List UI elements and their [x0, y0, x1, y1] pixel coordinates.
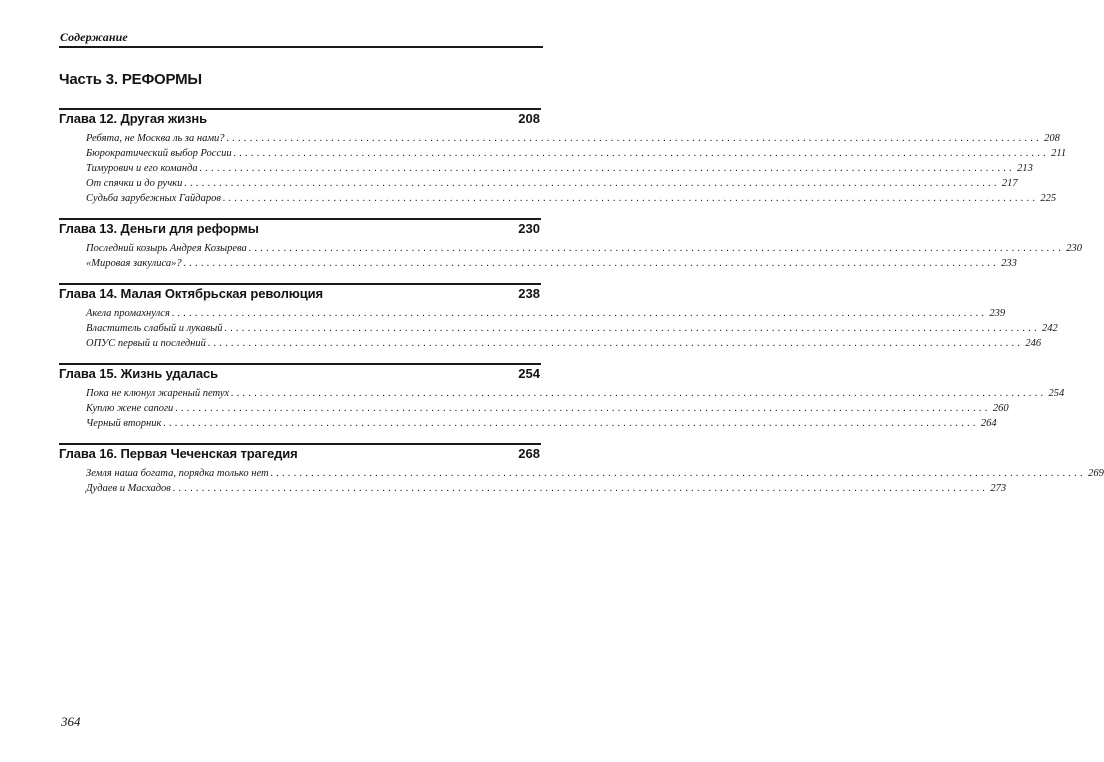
toc-entry [86, 483, 1007, 498]
entry-list [86, 132, 1067, 208]
chapter-page-number: 268 [518, 446, 540, 461]
dot-leader: ............................................................................................................................................ [184, 178, 1000, 189]
dot-leader: ............................................................................................................................................ [224, 323, 1041, 334]
dot-leader: ............................................................................................................................................ [163, 418, 979, 429]
chapter-heading [59, 285, 541, 307]
entry-title: Бюрократический выбор России [86, 148, 232, 159]
chapter-title: Глава 13. Деньги для реформы [59, 221, 259, 236]
toc-entry [86, 163, 1033, 178]
entry-page-number: 239 [989, 308, 1006, 319]
chapter-block [59, 283, 1058, 353]
part-title: Часть 3. РЕФОРМЫ [59, 71, 202, 88]
chapter-page-number: 230 [518, 221, 540, 236]
entry-title: Ребята, не Москва ль за нами? [86, 133, 225, 144]
entry-list [86, 387, 1065, 433]
chapter-heading [59, 445, 541, 467]
entry-title: ОПУС первый и последний [86, 338, 206, 349]
toc-entry [86, 258, 1017, 273]
entry-page-number: 208 [1044, 133, 1060, 144]
entry-title: Властитель слабый и лукавый [86, 323, 223, 334]
entry-page-number: 225 [1040, 193, 1057, 204]
entry-list [86, 307, 1058, 353]
dot-leader: ............................................................................................................................................ [175, 403, 991, 414]
dot-leader: ............................................................................................................................................ [233, 148, 1050, 159]
entry-title: Судьба зарубежных Гайдаров [86, 193, 221, 204]
toc-entry [86, 323, 1058, 338]
toc-entry [86, 468, 1104, 483]
entry-page-number: 254 [1048, 388, 1065, 399]
toc-entry [86, 388, 1065, 403]
chapter-block [59, 108, 1067, 208]
toc-entry [86, 193, 1057, 208]
toc-entry [86, 418, 997, 433]
chapter-title: Глава 15. Жизнь удалась [59, 366, 219, 381]
entry-page-number: 211 [1051, 148, 1067, 159]
chapter-page-number: 208 [518, 111, 540, 126]
dot-leader: ............................................................................................................................................ [171, 308, 988, 319]
entry-title: Тимурович и его команда [86, 163, 198, 174]
entry-title: Черный вторник [86, 418, 162, 429]
toc-entry [86, 243, 1083, 258]
chapter-heading [59, 110, 541, 132]
toc-entry [86, 308, 1006, 323]
chapter-heading [59, 365, 541, 387]
entry-title: Пока не клюнул жареный петух [86, 388, 230, 399]
chapter-title: Глава 16. Первая Чеченская трагедия [59, 446, 298, 461]
toc-entry [86, 178, 1018, 193]
entry-page-number: 273 [990, 483, 1007, 494]
entry-title: Акела промахнулся [86, 308, 170, 319]
entry-page-number: 230 [1066, 243, 1083, 254]
toc-entry [86, 148, 1067, 163]
entry-page-number: 242 [1042, 323, 1058, 334]
chapter-page-number: 254 [518, 366, 540, 381]
chapter-block [59, 218, 1083, 273]
chapter-block [59, 363, 1065, 433]
entry-page-number: 264 [980, 418, 997, 429]
entry-title: Последний козырь Андрея Козырева [86, 243, 247, 254]
entry-page-number: 269 [1088, 468, 1104, 479]
entry-list [86, 242, 1083, 273]
dot-leader: ............................................................................................................................................ [183, 258, 1000, 269]
page-number: 364 [61, 714, 81, 729]
chapter-page-number: 238 [518, 286, 540, 301]
entry-page-number: 217 [1001, 178, 1018, 189]
dot-leader: ............................................................................................................................................ [248, 243, 1065, 254]
running-header-title: Содержание [60, 30, 128, 44]
dot-leader: ............................................................................................................................................ [270, 468, 1087, 479]
entry-page-number: 260 [992, 403, 1009, 414]
entry-title: От спячки и до ручки [86, 178, 183, 189]
entry-title: Дудаев и Масхадов [86, 483, 171, 494]
dot-leader: ............................................................................................................................................ [172, 483, 989, 494]
dot-leader: ............................................................................................................................................ [231, 388, 1047, 399]
entry-page-number: 246 [1025, 338, 1042, 349]
running-header [59, 24, 543, 48]
chapter-heading [59, 220, 541, 242]
entry-title: Куплю жене сапоги [86, 403, 174, 414]
entry-list [86, 467, 1104, 498]
entry-title: Земля наша богата, порядка только нет [86, 468, 269, 479]
entry-page-number: 233 [1001, 258, 1017, 269]
toc-entry [86, 338, 1042, 353]
entry-page-number: 213 [1017, 163, 1033, 174]
chapter-title: Глава 14. Малая Октябрьская революция [59, 286, 323, 301]
dot-leader: ............................................................................................................................................ [222, 193, 1039, 204]
dot-leader: ............................................................................................................................................ [226, 133, 1043, 144]
chapter-title: Глава 12. Другая жизнь [59, 111, 207, 126]
dot-leader: ............................................................................................................................................ [199, 163, 1016, 174]
chapter-block [59, 443, 1104, 498]
table-of-contents [59, 108, 1104, 508]
toc-entry [86, 403, 1009, 418]
entry-title: «Мировая закулиса»? [86, 258, 182, 269]
toc-entry [86, 133, 1060, 148]
dot-leader: ............................................................................................................................................ [207, 338, 1024, 349]
